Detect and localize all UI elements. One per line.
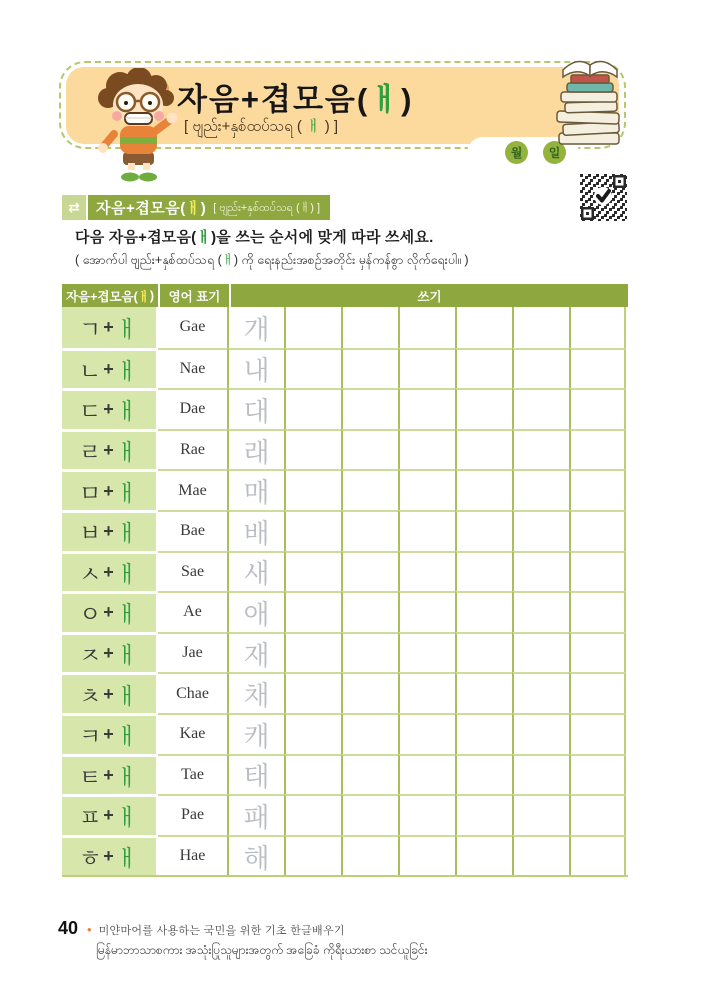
- trace-example-cell[interactable]: 대: [227, 388, 284, 429]
- practice-cell[interactable]: [569, 429, 626, 470]
- practice-cell[interactable]: [455, 754, 512, 795]
- practice-cell[interactable]: [284, 469, 341, 510]
- practice-cell[interactable]: [455, 713, 512, 754]
- consonant: ㄷ: [79, 398, 103, 425]
- practice-cell[interactable]: [455, 307, 512, 348]
- practice-cell[interactable]: [398, 754, 455, 795]
- vowel: ㅐ: [115, 804, 139, 831]
- english-transcription-cell: Ae: [158, 591, 227, 632]
- syllable-formula-cell: [62, 591, 158, 632]
- instruction-korean: [75, 226, 433, 247]
- table-row: [62, 754, 628, 795]
- table-row: [62, 591, 628, 632]
- plus-sign: +: [103, 399, 115, 420]
- practice-cell[interactable]: [284, 307, 341, 348]
- practice-cell[interactable]: [569, 510, 626, 551]
- vowel: ㅐ: [115, 601, 139, 628]
- table-row: [62, 835, 628, 876]
- practice-cell[interactable]: [512, 632, 569, 673]
- practice-cell[interactable]: [569, 388, 626, 429]
- vowel: ㅐ: [115, 479, 139, 506]
- practice-table: [62, 284, 628, 877]
- practice-cell[interactable]: [455, 510, 512, 551]
- page-subtitle-close: ) ]: [324, 118, 339, 135]
- instruction-ko-vowel: ㅐ: [196, 229, 212, 246]
- practice-cell[interactable]: [284, 835, 341, 876]
- practice-cell[interactable]: [512, 469, 569, 510]
- english-transcription-cell: Sae: [158, 551, 227, 592]
- practice-cell[interactable]: [284, 794, 341, 835]
- english-transcription-cell: Hae: [158, 835, 227, 876]
- english-transcription-cell: Pae: [158, 794, 227, 835]
- practice-cell[interactable]: [512, 835, 569, 876]
- table-row: [62, 348, 628, 389]
- table-row: [62, 429, 628, 470]
- practice-cell[interactable]: [455, 429, 512, 470]
- boy-character-illustration: [90, 68, 192, 182]
- practice-cell[interactable]: [398, 551, 455, 592]
- syllable-formula-cell: [62, 551, 158, 592]
- vowel: ㅐ: [115, 357, 139, 384]
- syllable-formula-cell: [62, 429, 158, 470]
- section-title-ko: [96, 197, 206, 218]
- consonant: ㅂ: [79, 520, 103, 547]
- col1-header-text: 자음+겹모음(: [65, 289, 138, 304]
- plus-sign: +: [103, 521, 115, 542]
- instruction-my-vowel: ㅐ: [221, 253, 234, 267]
- english-transcription-cell: Chae: [158, 672, 227, 713]
- table-row: [62, 551, 628, 592]
- practice-cell[interactable]: [512, 591, 569, 632]
- page-title-text: 자음+겹모음(: [177, 82, 370, 117]
- consonant: ㅎ: [79, 845, 103, 872]
- practice-cell[interactable]: [398, 794, 455, 835]
- column-header-writing: 쓰기: [229, 284, 628, 307]
- practice-cell[interactable]: [341, 551, 398, 592]
- vowel: ㅐ: [115, 723, 139, 750]
- practice-cell[interactable]: [512, 388, 569, 429]
- instruction-my-close: ) ကို ရေးနည်းအစဉ်အတိုင်း မှန်ကန်စွာ လိုက်ရေးပါ။ ): [233, 253, 469, 267]
- practice-cell[interactable]: [512, 713, 569, 754]
- practice-cell[interactable]: [455, 348, 512, 389]
- english-transcription-cell: Dae: [158, 388, 227, 429]
- page-title: [177, 74, 413, 119]
- practice-cell[interactable]: [569, 469, 626, 510]
- practice-cell[interactable]: [284, 672, 341, 713]
- table-row: [62, 469, 628, 510]
- vowel: ㅐ: [115, 845, 139, 872]
- footer-bullet-icon: •: [87, 922, 92, 937]
- english-transcription-cell: Gae: [179, 318, 206, 336]
- practice-cell[interactable]: [341, 672, 398, 713]
- syllable-formula-cell: [62, 754, 158, 795]
- col1-header-close: ): [149, 288, 155, 303]
- syllable-formula-cell: [62, 307, 158, 348]
- qr-code: [580, 174, 627, 221]
- practice-cell[interactable]: [341, 510, 398, 551]
- trace-example-cell[interactable]: 패: [227, 794, 284, 835]
- practice-cell[interactable]: [341, 469, 398, 510]
- section-title-my: [213, 199, 320, 217]
- syllable-formula-cell: [62, 388, 158, 429]
- books-illustration: [551, 48, 629, 148]
- plus-sign: +: [103, 358, 115, 379]
- practice-cell[interactable]: [512, 510, 569, 551]
- practice-cell[interactable]: [341, 348, 398, 389]
- trace-example-cell[interactable]: 내: [227, 348, 284, 389]
- table-body: [62, 307, 628, 877]
- plus-sign: +: [103, 480, 115, 501]
- practice-cell[interactable]: [569, 713, 626, 754]
- practice-cell[interactable]: [569, 551, 626, 592]
- practice-cell[interactable]: [398, 591, 455, 632]
- practice-cell[interactable]: [398, 632, 455, 673]
- practice-cell[interactable]: [455, 469, 512, 510]
- vowel: ㅐ: [115, 560, 139, 587]
- practice-cell[interactable]: [398, 672, 455, 713]
- syllable-formula-cell: [62, 713, 158, 754]
- practice-cell[interactable]: [398, 429, 455, 470]
- practice-cell[interactable]: [512, 672, 569, 713]
- page-title-close: ): [401, 82, 414, 117]
- trace-example-cell[interactable]: 개: [227, 307, 284, 348]
- english-transcription-cell: Mae: [158, 469, 227, 510]
- trace-example-cell[interactable]: 채: [227, 672, 284, 713]
- practice-cell[interactable]: [341, 632, 398, 673]
- english-transcription-cell: Rae: [158, 429, 227, 470]
- practice-cell[interactable]: [512, 551, 569, 592]
- plus-sign: +: [103, 683, 115, 704]
- table-row: [62, 307, 628, 348]
- english-transcription-cell: Nae: [158, 348, 227, 389]
- english-transcription-cell: Bae: [158, 510, 227, 551]
- english-transcription-cell: Tae: [158, 754, 227, 795]
- consonant: ㅈ: [79, 642, 103, 669]
- practice-cell[interactable]: [341, 835, 398, 876]
- table-row: [62, 388, 628, 429]
- trace-example-cell[interactable]: 태: [227, 754, 284, 795]
- page-title-vowel: ㅐ: [369, 82, 402, 117]
- syllable-formula-cell: [62, 794, 158, 835]
- instruction-burmese: [75, 250, 469, 271]
- table-row: [62, 510, 628, 551]
- vowel: ㅐ: [115, 398, 139, 425]
- consonant: ㅅ: [79, 560, 103, 587]
- consonant: ㅊ: [79, 682, 103, 709]
- practice-cell[interactable]: [398, 713, 455, 754]
- trace-example-cell[interactable]: 매: [227, 469, 284, 510]
- practice-cell[interactable]: [284, 713, 341, 754]
- instruction-ko-text: 다음 자음+겹모음(: [75, 229, 197, 246]
- syllable-formula-cell: [62, 510, 158, 551]
- english-transcription-cell: Jae: [158, 632, 227, 673]
- practice-cell[interactable]: [455, 591, 512, 632]
- practice-cell[interactable]: [455, 632, 512, 673]
- consonant: ㅋ: [79, 723, 103, 750]
- section-title-close: ): [200, 200, 207, 217]
- practice-cell[interactable]: [284, 632, 341, 673]
- footer-text-burmese: မြန်မာဘာသာစကား အသုံးပြုသူများအတွက် အခြေခံ ကိုရီးယားစာ သင်ယူခြင်း: [96, 943, 428, 957]
- instruction-ko-close: )을 쓰는 순서에 맞게 따라 쓰세요.: [211, 229, 434, 246]
- column-header-english: 영어 표기: [158, 284, 229, 307]
- trace-example-cell[interactable]: 캐: [227, 713, 284, 754]
- trace-example-cell[interactable]: 배: [227, 510, 284, 551]
- page-footer: [58, 918, 658, 960]
- practice-cell[interactable]: [284, 388, 341, 429]
- consonant: ㅍ: [79, 804, 103, 831]
- syllable-formula-cell: [62, 835, 158, 876]
- consonant: ㅌ: [79, 763, 103, 790]
- table-row: [62, 632, 628, 673]
- practice-cell[interactable]: [284, 348, 341, 389]
- consonant: ㄹ: [79, 439, 103, 466]
- trace-example-cell[interactable]: 애: [227, 591, 284, 632]
- syllable-formula-cell: [62, 632, 158, 673]
- practice-cell[interactable]: [569, 754, 626, 795]
- plus-sign: +: [103, 724, 115, 745]
- practice-cell[interactable]: [284, 510, 341, 551]
- section-title-text: 자음+겹모음(: [96, 200, 186, 217]
- page-subtitle-text: [ ဗျည်း+နှစ်ထပ်သရ (: [184, 118, 302, 135]
- page-number: 40: [58, 918, 79, 938]
- page-subtitle: [184, 115, 338, 139]
- consonant: ㅁ: [79, 479, 103, 506]
- practice-cell[interactable]: [569, 794, 626, 835]
- vowel: ㅐ: [115, 315, 139, 342]
- table-row: [62, 713, 628, 754]
- practice-cell[interactable]: [341, 794, 398, 835]
- table-row: [62, 672, 628, 713]
- syllable-formula-cell: [62, 469, 158, 510]
- day-badge: 일: [543, 141, 566, 164]
- section-header: [62, 195, 330, 220]
- trace-example-cell[interactable]: 새: [227, 551, 284, 592]
- practice-cell[interactable]: [398, 307, 455, 348]
- practice-cell[interactable]: [341, 754, 398, 795]
- vowel: ㅐ: [115, 763, 139, 790]
- practice-cell[interactable]: [341, 591, 398, 632]
- practice-cell[interactable]: [455, 551, 512, 592]
- vowel: ㅐ: [115, 439, 139, 466]
- practice-cell[interactable]: [512, 348, 569, 389]
- english-transcription-cell: Kae: [158, 713, 227, 754]
- section-subtitle-close: ) ]: [310, 201, 321, 214]
- footer-line-korean: [58, 918, 658, 939]
- practice-cell[interactable]: [398, 510, 455, 551]
- practice-cell[interactable]: [398, 469, 455, 510]
- footer-text-korean: 미얀마어를 사용하는 국민을 위한 기초 한글배우기: [98, 925, 345, 937]
- practice-cell[interactable]: [569, 591, 626, 632]
- trace-example-cell[interactable]: 래: [227, 429, 284, 470]
- consonant: ㄱ: [79, 315, 103, 342]
- syllable-formula-cell: [62, 348, 158, 389]
- practice-cell[interactable]: [455, 835, 512, 876]
- practice-cell[interactable]: [284, 429, 341, 470]
- plus-sign: +: [103, 846, 115, 867]
- practice-cell[interactable]: [341, 307, 398, 348]
- consonant: ㅇ: [79, 601, 103, 628]
- practice-cell[interactable]: [398, 835, 455, 876]
- practice-cell[interactable]: [569, 672, 626, 713]
- vowel: ㅐ: [115, 682, 139, 709]
- plus-sign: +: [103, 440, 115, 461]
- trace-example-cell[interactable]: 해: [227, 835, 284, 876]
- practice-cell[interactable]: [455, 388, 512, 429]
- page-subtitle-vowel: ㅐ: [306, 118, 321, 135]
- practice-cell[interactable]: [512, 754, 569, 795]
- vowel: ㅐ: [115, 520, 139, 547]
- vowel: ㅐ: [115, 642, 139, 669]
- consonant: ㄴ: [79, 357, 103, 384]
- practice-cell[interactable]: [341, 429, 398, 470]
- practice-cell[interactable]: [341, 388, 398, 429]
- practice-cell[interactable]: [398, 388, 455, 429]
- month-badge: 월: [505, 141, 528, 164]
- swap-arrows-icon: ⇄: [62, 195, 86, 220]
- plus-sign: +: [103, 805, 115, 826]
- section-subtitle-vowel: ㅐ: [299, 201, 311, 214]
- practice-cell[interactable]: [512, 429, 569, 470]
- practice-cell[interactable]: [512, 307, 569, 348]
- practice-cell[interactable]: [569, 348, 626, 389]
- practice-cell[interactable]: [569, 307, 626, 348]
- plus-sign: +: [103, 561, 115, 582]
- practice-cell[interactable]: [284, 551, 341, 592]
- plus-sign: +: [103, 643, 115, 664]
- plus-sign: +: [103, 764, 115, 785]
- table-header-row: [62, 284, 628, 307]
- practice-cell[interactable]: [569, 632, 626, 673]
- practice-cell[interactable]: [455, 794, 512, 835]
- practice-cell[interactable]: [569, 835, 626, 876]
- column-header-formula: [62, 284, 158, 307]
- syllable-formula-cell: [62, 672, 158, 713]
- practice-cell[interactable]: [341, 713, 398, 754]
- instruction-my-text: ( အောက်ပါ ဗျည်း+နှစ်ထပ်သရ (: [75, 253, 222, 267]
- practice-cell[interactable]: [284, 591, 341, 632]
- table-row: [62, 794, 628, 835]
- col1-header-vowel: ㅐ: [137, 289, 150, 304]
- plus-sign: +: [103, 602, 115, 623]
- practice-cell[interactable]: [512, 794, 569, 835]
- section-subtitle-text: [ ဗျည်း+နှစ်ထပ်သရ (: [213, 201, 300, 214]
- practice-cell[interactable]: [398, 348, 455, 389]
- trace-example-cell[interactable]: 재: [227, 632, 284, 673]
- practice-cell[interactable]: [455, 672, 512, 713]
- practice-cell[interactable]: [284, 754, 341, 795]
- section-title-bar: [88, 195, 330, 220]
- plus-sign: +: [103, 316, 115, 337]
- section-title-vowel: ㅐ: [185, 200, 201, 217]
